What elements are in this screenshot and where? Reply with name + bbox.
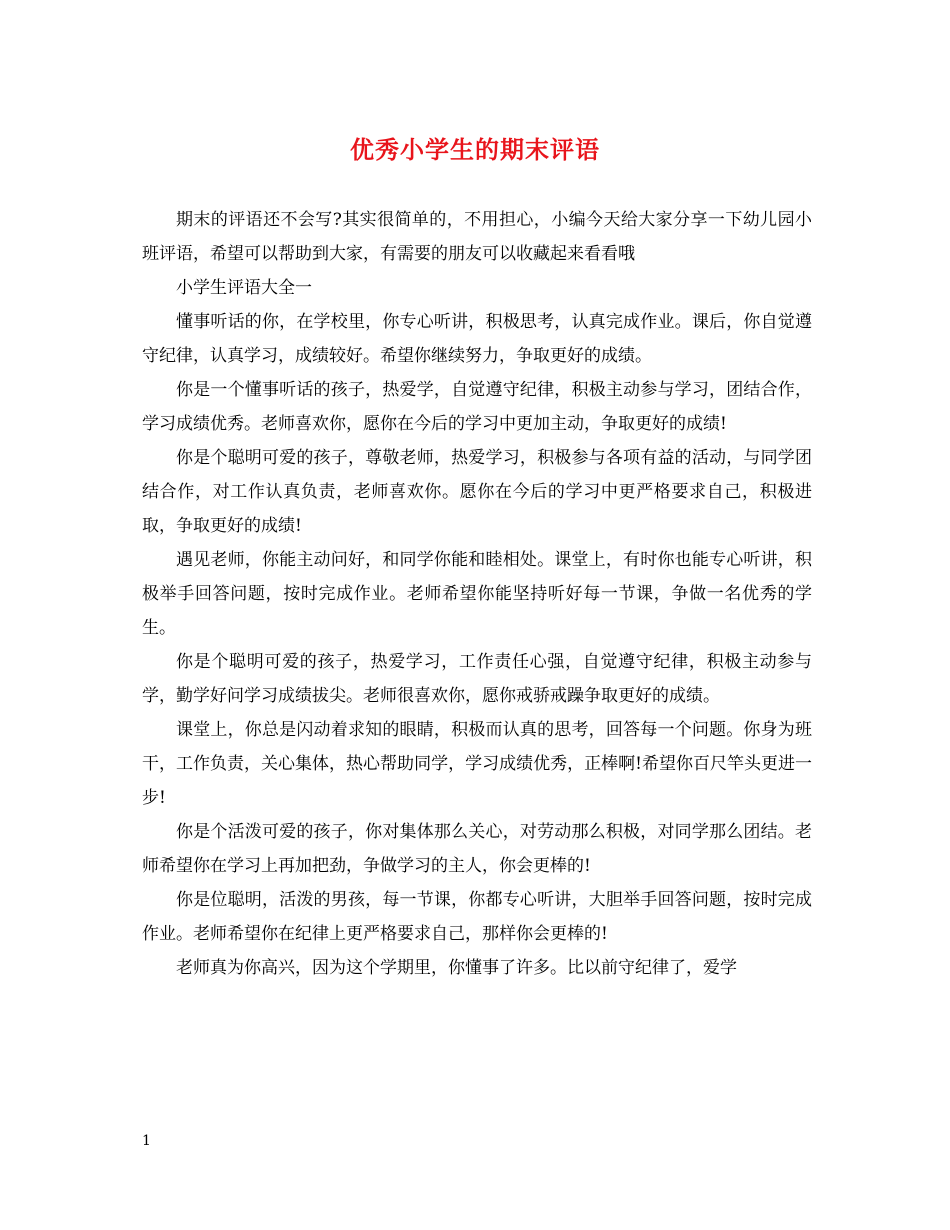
paragraph: 你是个聪明可爱的孩子，尊敬老师，热爱学习，积极参与各项有益的活动，与同学团结合作，对工作认真负责，老师喜欢你。愿你在今后的学习中更严格要求自己，积极进取，争取更好的成绩!: [142, 448, 812, 536]
paragraph: 你是个活泼可爱的孩子，你对集体那么关心，对劳动那么积极，对同学那么团结。老师希望你在学习上再加把劲，争做学习的主人，你会更棒的!: [142, 822, 812, 876]
paragraph: 懂事听话的你，在学校里，你专心听讲，积极思考，认真完成作业。课后，你自觉遵守纪律，认真学习，成绩较好。希望你继续努力，争取更好的成绩。: [142, 312, 812, 366]
paragraph: 你是个聪明可爱的孩子，热爱学习，工作责任心强，自觉遵守纪律，积极主动参与学，勤学好问学习成绩拔尖。老师很喜欢你，愿你戒骄戒躁争取更好的成绩。: [142, 652, 812, 706]
paragraph: 你是一个懂事听话的孩子，热爱学，自觉遵守纪律，积极主动参与学习，团结合作，学习成绩优秀。老师喜欢你，愿你在今后的学习中更加主动，争取更好的成绩!: [142, 380, 812, 434]
document-title: 优秀小学生的期末评语: [350, 135, 600, 164]
paragraph-intro: 期末的评语还不会写?其实很简单的，不用担心，小编今天给大家分享一下幼儿园小班评语，希望可以帮助到大家，有需要的朋友可以收藏起来看看哦: [142, 210, 812, 264]
paragraph: 遇见老师，你能主动问好，和同学你能和睦相处。课堂上，有时你也能专心听讲，积极举手回答问题，按时完成作业。老师希望你能坚持听好每一节课，争做一名优秀的学生。: [142, 550, 812, 638]
paragraph: 你是位聪明，活泼的男孩，每一节课，你都专心听讲，大胆举手回答问题，按时完成作业。老师希望你在纪律上更严格要求自己，那样你会更棒的!: [142, 890, 812, 944]
paragraph: 课堂上，你总是闪动着求知的眼睛，积极而认真的思考，回答每一个问题。你身为班干，工作负责，关心集体，热心帮助同学，学习成绩优秀，正棒啊!希望你百尺竿头更进一步!: [142, 720, 812, 808]
section-heading: 小学生评语大全一: [176, 278, 312, 298]
page-number: 1: [142, 1133, 151, 1149]
paragraph: 老师真为你高兴，因为这个学期里，你懂事了许多。比以前守纪律了，爱学: [176, 958, 737, 978]
document-body: [142, 203, 812, 985]
